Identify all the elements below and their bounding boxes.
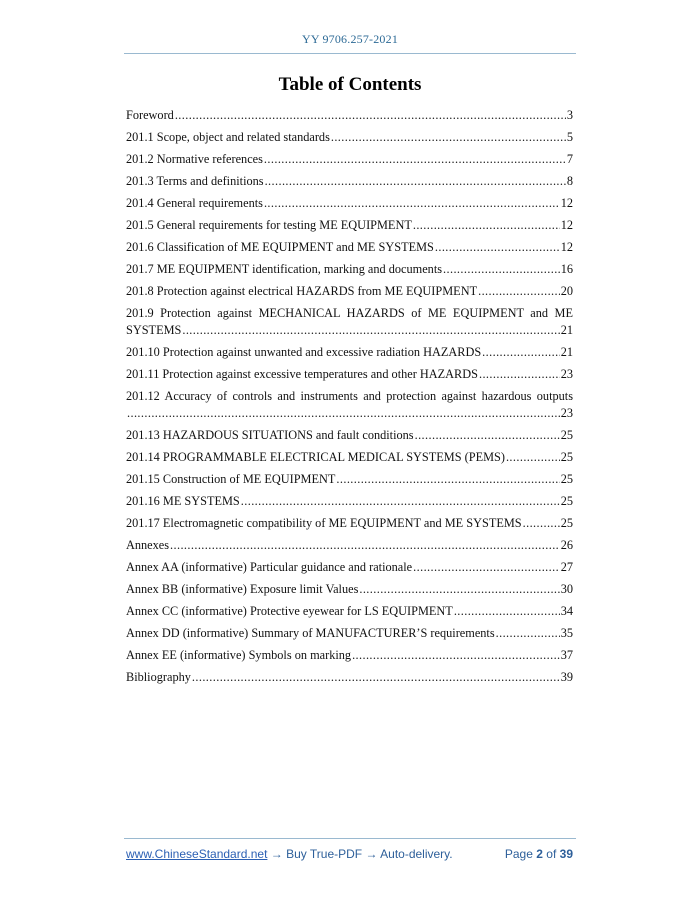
toc-entry-page: 35 bbox=[560, 626, 573, 640]
toc-entry-annex-bb[interactable] bbox=[126, 581, 573, 598]
toc-entry-label: 201.10 Protection against unwanted and excessive radiation HAZARDS bbox=[126, 345, 482, 359]
toc-entry-201-15[interactable] bbox=[126, 471, 573, 488]
page-word: Page bbox=[504, 847, 533, 861]
toc-entry-label: 201.6 Classification of ME EQUIPMENT and ME SYSTEMS bbox=[126, 240, 434, 254]
toc-entry-page: 30 bbox=[560, 582, 573, 596]
toc-entry-201-1[interactable] bbox=[126, 129, 573, 146]
document-id-header: YY 9706.257-2021 bbox=[301, 32, 399, 46]
toc-dot-leader bbox=[336, 471, 559, 488]
toc-entry-201-4[interactable] bbox=[126, 195, 573, 212]
toc-entry-label-line1: 201.12 Accuracy of controls and instruments and protection against hazardous outputs bbox=[126, 389, 573, 403]
toc-entry-201-8[interactable] bbox=[126, 283, 573, 300]
toc-entry-page: 34 bbox=[560, 604, 573, 618]
toc-dot-leader bbox=[413, 217, 560, 234]
toc-entry-page: 25 bbox=[560, 450, 573, 464]
toc-entry-page: 7 bbox=[566, 152, 573, 166]
toc-dot-leader bbox=[454, 603, 560, 620]
toc-dot-leader bbox=[352, 647, 560, 664]
toc-entry-201-10[interactable] bbox=[126, 344, 573, 361]
toc-entry-label: 201.11 Protection against excessive temperatures and other HAZARDS bbox=[126, 367, 478, 381]
toc-entry-201-7[interactable] bbox=[126, 261, 573, 278]
toc-entry-label: SYSTEMS bbox=[126, 323, 182, 337]
toc-dot-leader bbox=[331, 129, 566, 146]
page-footer bbox=[126, 847, 573, 861]
toc-entry-label: Annex BB (informative) Exposure limit Values bbox=[126, 582, 359, 596]
toc-entry-bibliography[interactable] bbox=[126, 669, 573, 686]
toc-entry-label: 201.14 PROGRAMMABLE ELECTRICAL MEDICAL SYSTEMS (PEMS) bbox=[126, 450, 505, 464]
table-of-contents bbox=[126, 107, 573, 691]
toc-entry-label: Annex AA (informative) Particular guidance and rationale bbox=[126, 560, 413, 574]
toc-entry-label: Foreword bbox=[126, 108, 174, 122]
toc-entry-label: Annexes bbox=[126, 538, 170, 552]
toc-dot-leader bbox=[127, 405, 560, 422]
toc-entry-page: 25 bbox=[560, 472, 573, 486]
toc-entry-page: 37 bbox=[560, 648, 573, 662]
toc-entry-annex-cc[interactable] bbox=[126, 603, 573, 620]
toc-entry-201-13[interactable] bbox=[126, 427, 573, 444]
toc-dot-leader bbox=[479, 366, 560, 383]
toc-entry-201-16[interactable] bbox=[126, 493, 573, 510]
toc-dot-leader bbox=[443, 261, 560, 278]
toc-entry-page: 23 bbox=[560, 367, 573, 381]
current-page-number: 2 bbox=[536, 847, 543, 861]
toc-entry-label: 201.3 Terms and definitions bbox=[126, 174, 264, 188]
toc-entry-201-6[interactable] bbox=[126, 239, 573, 256]
toc-entry-label: 201.17 Electromagnetic compatibility of ME EQUIPMENT and ME SYSTEMS bbox=[126, 516, 522, 530]
toc-dot-leader bbox=[182, 322, 559, 339]
toc-entry-page: 20 bbox=[560, 284, 573, 298]
toc-entry-page: 25 bbox=[560, 516, 573, 530]
toc-entry-page: 3 bbox=[566, 108, 573, 122]
toc-entry-page: 16 bbox=[560, 262, 573, 276]
toc-dot-leader bbox=[264, 151, 566, 168]
page-title: Table of Contents bbox=[278, 74, 422, 95]
toc-entry-label: 201.1 Scope, object and related standards bbox=[126, 130, 330, 144]
toc-entry-label: Annex CC (informative) Protective eyewear for LS EQUIPMENT bbox=[126, 604, 453, 618]
toc-dot-leader bbox=[523, 515, 560, 532]
toc-dot-leader bbox=[175, 107, 566, 124]
toc-entry-foreword[interactable] bbox=[126, 107, 573, 124]
toc-entry-label-line1: 201.9 Protection against MECHANICAL HAZARDS of ME EQUIPMENT and ME bbox=[126, 306, 573, 320]
site-link[interactable]: www.ChineseStandard.net bbox=[126, 847, 268, 861]
toc-entry-page: 25 bbox=[560, 494, 573, 508]
toc-entry-page: 12 bbox=[560, 240, 573, 254]
toc-dot-leader bbox=[506, 449, 560, 466]
toc-dot-leader bbox=[413, 559, 560, 576]
toc-dot-leader bbox=[415, 427, 560, 444]
toc-entry-label: 201.5 General requirements for testing ME EQUIPMENT bbox=[126, 218, 412, 232]
toc-dot-leader bbox=[496, 625, 560, 642]
toc-dot-leader bbox=[359, 581, 559, 598]
toc-entry-201-17[interactable] bbox=[126, 515, 573, 532]
toc-dot-leader bbox=[478, 283, 560, 300]
footer-promo bbox=[126, 847, 453, 861]
toc-entry-label: 201.7 ME EQUIPMENT identification, marking and documents bbox=[126, 262, 443, 276]
toc-entry-annex-aa[interactable] bbox=[126, 559, 573, 576]
toc-entry-page: 8 bbox=[566, 174, 573, 188]
toc-entry-page: 39 bbox=[560, 670, 573, 684]
toc-entry-label: Annex EE (informative) Symbols on marking bbox=[126, 648, 352, 662]
toc-dot-leader bbox=[435, 239, 560, 256]
toc-entry-label: Bibliography bbox=[126, 670, 191, 684]
total-pages-number: 39 bbox=[559, 847, 573, 861]
toc-entry-page: 26 bbox=[560, 538, 573, 552]
toc-entry-annex-ee[interactable] bbox=[126, 647, 573, 664]
toc-entry-label: 201.4 General requirements bbox=[126, 196, 263, 210]
arrow-right-icon: → bbox=[362, 847, 381, 861]
toc-dot-leader bbox=[170, 537, 560, 554]
toc-entry-201-9[interactable] bbox=[126, 305, 573, 339]
header-divider bbox=[124, 53, 576, 54]
toc-entry-201-3[interactable] bbox=[126, 173, 573, 190]
toc-entry-page: 21 bbox=[560, 323, 573, 337]
toc-entry-201-2[interactable] bbox=[126, 151, 573, 168]
toc-entry-page: 12 bbox=[560, 196, 573, 210]
toc-entry-page: 25 bbox=[560, 428, 573, 442]
toc-dot-leader bbox=[265, 173, 566, 190]
toc-entry-label: Annex DD (informative) Summary of MANUFACTURER’S requirements bbox=[126, 626, 495, 640]
toc-entry-label: 201.13 HAZARDOUS SITUATIONS and fault conditions bbox=[126, 428, 414, 442]
toc-entry-page: 5 bbox=[566, 130, 573, 144]
toc-dot-leader bbox=[192, 669, 560, 686]
toc-entry-page: 23 bbox=[560, 406, 573, 420]
toc-entry-annex-dd[interactable] bbox=[126, 625, 573, 642]
toc-entry-label: 201.2 Normative references bbox=[126, 152, 263, 166]
toc-entry-label: 201.15 Construction of ME EQUIPMENT bbox=[126, 472, 336, 486]
toc-entry-annexes[interactable] bbox=[126, 537, 573, 554]
toc-entry-201-11[interactable] bbox=[126, 366, 573, 383]
auto-delivery-text: Auto-delivery. bbox=[380, 847, 453, 861]
toc-entry-page: 21 bbox=[560, 345, 573, 359]
arrow-right-icon: → bbox=[267, 847, 287, 861]
footer-divider bbox=[124, 838, 576, 839]
toc-entry-label: 201.16 ME SYSTEMS bbox=[126, 494, 240, 508]
toc-entry-201-12[interactable] bbox=[126, 388, 573, 422]
buy-pdf-link[interactable]: Buy True-PDF bbox=[286, 847, 363, 861]
toc-entry-201-5[interactable] bbox=[126, 217, 573, 234]
of-word: of bbox=[546, 847, 557, 861]
page-indicator bbox=[505, 847, 573, 861]
toc-dot-leader bbox=[264, 195, 560, 212]
toc-entry-201-14[interactable] bbox=[126, 449, 573, 466]
toc-entry-page: 27 bbox=[560, 560, 573, 574]
toc-entry-label: 201.8 Protection against electrical HAZARDS from ME EQUIPMENT bbox=[126, 284, 478, 298]
toc-dot-leader bbox=[482, 344, 560, 361]
toc-entry-page: 12 bbox=[560, 218, 573, 232]
toc-dot-leader bbox=[241, 493, 560, 510]
